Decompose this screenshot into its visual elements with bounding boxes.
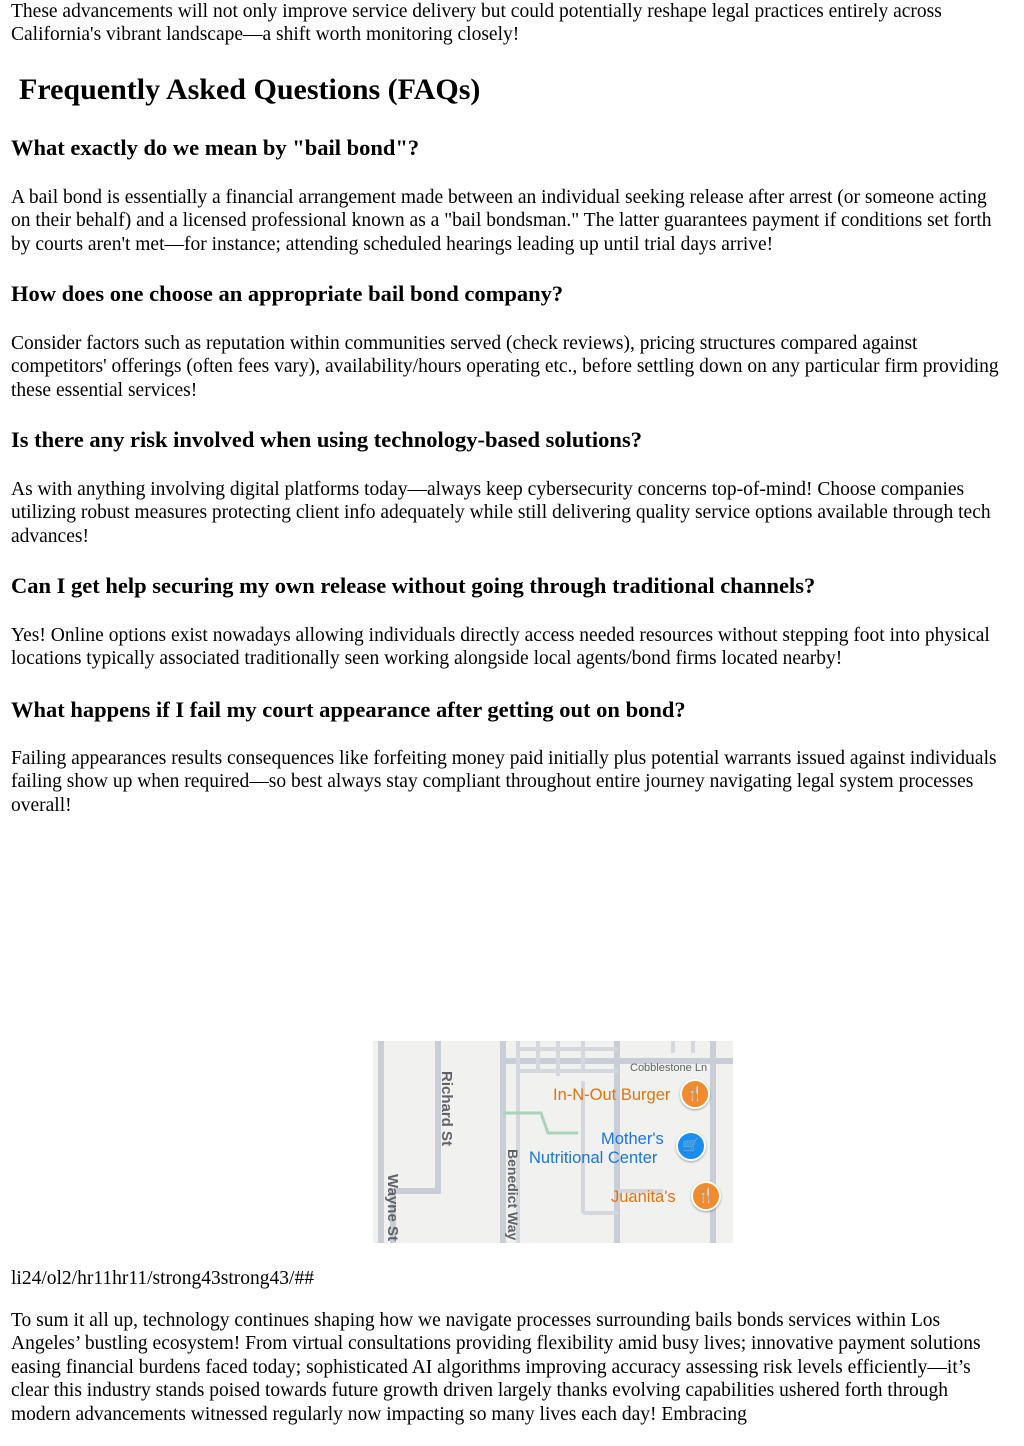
conclusion-paragraph: To sum it all up, technology continues shaping how we navigate processes surrounding bails bonds services within Los Angeles’ bustling ecosystem! From virtual consultations providing flexibility amid busy lives; innovative payment solutions easing financial burdens faced today; sophisticated AI algorithms improving accuracy assessing risk levels efficiently—it’s clear this industry stands poised towards future growth driven largely thanks evolving capabilities ushered forth through modern advancements witnessed regularly now impacting so many lives each day! Embracing <box>11 1310 981 1425</box>
place-label-mothers-line1[interactable]: Mother's <box>601 1130 664 1148</box>
faq-question-2: How does one choose an appropriate bail bond company? <box>11 281 564 306</box>
faq-question-3: Is there any risk involved when using technology-based solutions? <box>11 427 642 452</box>
place-label-mothers-line2[interactable]: Nutritional Center <box>529 1149 658 1167</box>
restaurant-icon[interactable]: 🍴 <box>691 1181 721 1211</box>
map-image[interactable] <box>373 1041 733 1243</box>
faq-answer-1: A bail bond is essentially a financial arrangement made between an individual seeking release after arrest (or someone acting on their behalf) and a licensed professional known as a "bail bondsman." The latter guarantees payment if conditions set forth by courts aren't met—for instance; attending scheduled hearings leading up until trial days arrive! <box>11 187 992 255</box>
faq-answer-3: As with anything involving digital platforms today—always keep cybersecurity concerns top-of-mind! Choose companies utilizing robust measures protecting client info adequately while still delivering quality service options available through tech advances! <box>11 479 991 547</box>
faq-heading: Frequently Asked Questions (FAQs) <box>19 73 481 106</box>
faq-answer-5: Failing appearances results consequences like forfeiting money paid initially plus potential warrants issued against individuals failing show up when required—so best always stay compliant throughout entire journey navigating legal system processes overall! <box>11 748 997 816</box>
faq-question-4: Can I get help securing my own release without going through traditional channels? <box>11 573 816 598</box>
code-artifact-line: li24/ol2/hr11hr11/strong43strong43/## <box>11 1268 314 1289</box>
restaurant-icon[interactable]: 🍴 <box>680 1079 710 1109</box>
street-label-cobblestone: Cobblestone Ln <box>630 1062 708 1074</box>
street-label-wayne: Wayne St <box>384 1174 401 1241</box>
faq-question-5: What happens if I fail my court appearance after getting out on bond? <box>11 697 686 722</box>
shopping-cart-icon[interactable]: 🛒 <box>676 1131 706 1161</box>
faq-answer-4: Yes! Online options exist nowadays allowing individuals directly access needed resources without stepping foot into physical locations typically associated traditionally seen working alongside local agents/bond firms located nearby! <box>11 625 990 670</box>
intro-paragraph: These advancements will not only improve service delivery but could potentially reshape legal practices entirely across California's vibrant landscape—a shift worth monitoring closely! <box>11 1 942 46</box>
faq-answer-2: Consider factors such as reputation within communities served (check reviews), pricing structures compared against competitors' offerings (often fees vary), availability/hours operating etc., before settling down on any particular firm providing these essential services! <box>11 333 999 401</box>
place-label-juanitas[interactable]: Juanita's <box>611 1188 676 1206</box>
place-label-in-n-out[interactable]: In-N-Out Burger <box>553 1086 671 1104</box>
street-label-benedict: Benedict Way <box>505 1149 521 1241</box>
faq-question-1: What exactly do we mean by "bail bond"? <box>11 135 420 160</box>
street-label-richard: Richard St <box>438 1071 455 1147</box>
